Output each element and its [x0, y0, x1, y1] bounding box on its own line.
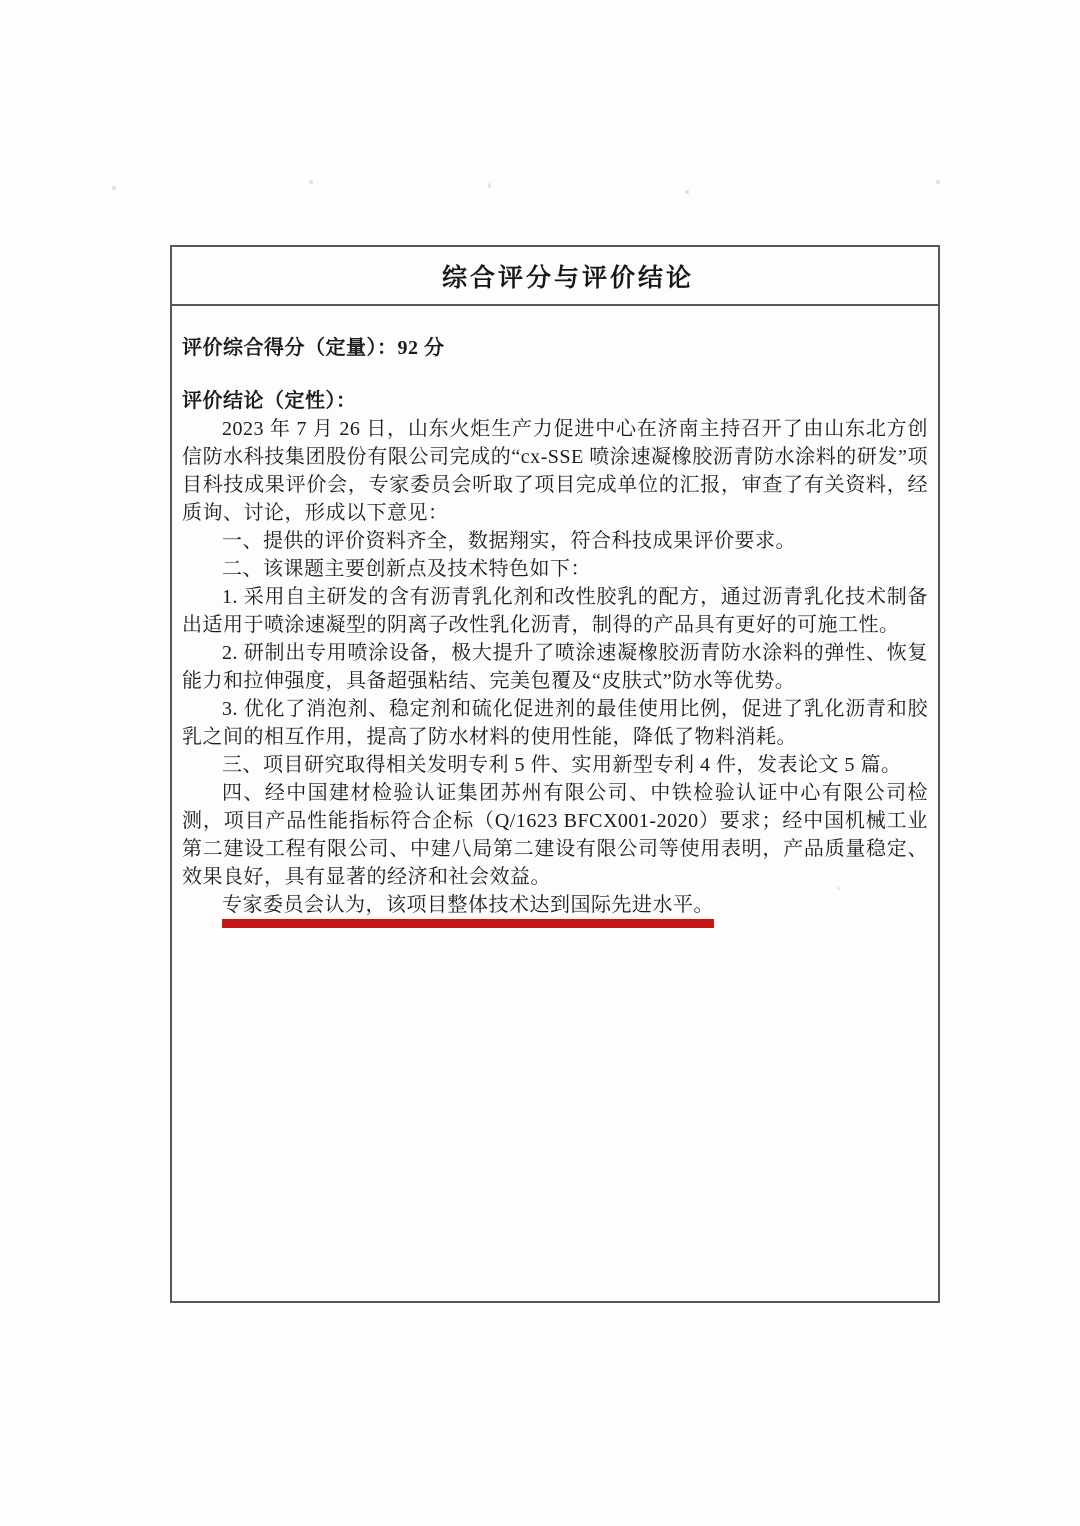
scan-speck	[685, 190, 689, 194]
scan-speck	[112, 186, 116, 190]
conclusion-label: 评价结论（定性）：	[182, 390, 357, 412]
score-label: 评价综合得分（定量）：	[182, 337, 398, 359]
body-paragraph: 3. 优化了消泡剂、稳定剂和硫化促进剂的最佳使用比例，促进了乳化沥青和胶乳之间的相互作用，提高了防水材料的使用性能，降低了物料消耗。	[182, 698, 928, 748]
form-title: 综合评分与评价结论	[441, 264, 694, 292]
score-line	[182, 334, 928, 362]
body-paragraph: 四、经中国建材检验认证集团苏州有限公司、中铁检验认证中心有限公司检测，项目产品性能指标符合企标（Q/1623 BFCX001-2020）要求；经中国机械工业第二建设工程有限公司、中建八局第二建设有限公司等使用表明，产品质量稳定、效果良好，具有显著的经济和社会效益。	[182, 782, 928, 888]
body-paragraph: 2. 研制出专用喷涂设备，极大提升了喷涂速凝橡胶沥青防水涂料的弹性、恢复能力和拉伸强度，具备超强粘结、完美包覆及“皮肤式”防水等优势。	[182, 642, 928, 692]
body-paragraph: 1. 采用自主研发的含有沥青乳化剂和改性胶乳的配方，通过沥青乳化技术制备出适用于喷涂速凝型的阴离子改性乳化沥青，制得的产品具有更好的可施工性。	[182, 586, 928, 636]
score-value: 92 分	[397, 337, 445, 359]
scan-speck	[309, 180, 313, 184]
scan-speck	[936, 180, 940, 184]
scan-speck	[488, 183, 491, 188]
body-paragraph-final	[182, 891, 928, 919]
form-title-row	[172, 247, 938, 306]
body-paragraph: 二、该课题主要创新点及技术特色如下：	[222, 558, 591, 580]
form-body	[172, 306, 938, 919]
highlighted-conclusion: 专家委员会认为，该项目整体技术达到国际先进水平。	[222, 894, 714, 928]
body-paragraph: 2023 年 7 月 26 日，山东火炬生产力促进中心在济南主持召开了由山东北方创信防水科技集团股份有限公司完成的“cx-SSE 喷涂速凝橡胶沥青防水涂料的研发”项目科技成果评价会，专家委员会听取了项目完成单位的汇报，审查了有关资料，经质询、讨论，形成以下意见：	[182, 418, 928, 524]
body-paragraph: 三、项目研究取得相关发明专利 5 件、实用新型专利 4 件，发表论文 5 篇。	[222, 754, 902, 776]
evaluation-form-box	[170, 245, 940, 1303]
body-paragraph: 一、提供的评价资料齐全，数据翔实，符合科技成果评价要求。	[222, 530, 796, 552]
